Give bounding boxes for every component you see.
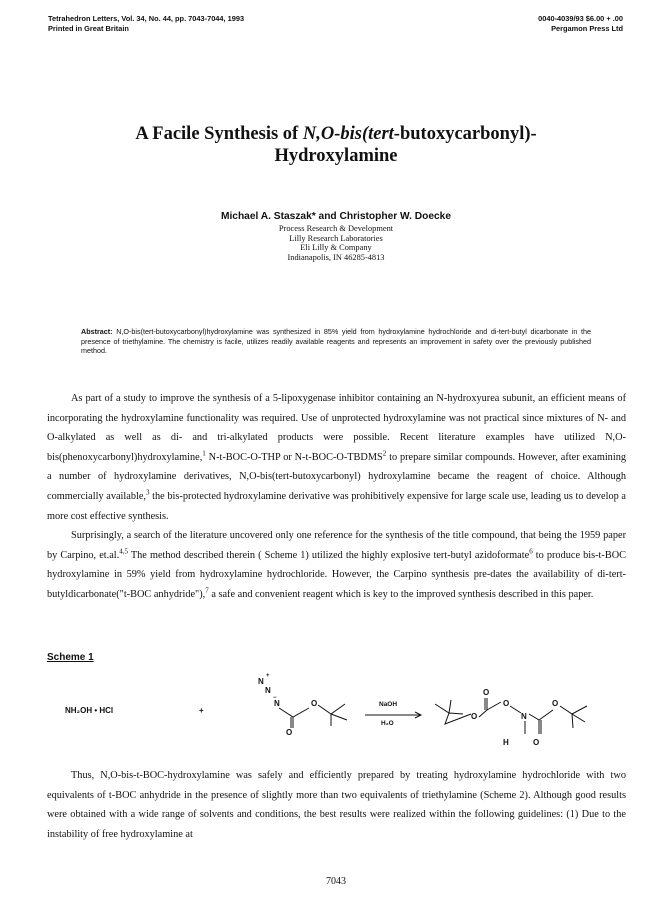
p2-text-b: The method described therein ( Scheme 1) utilized the highly explosive tert-butyl azidoformate	[127, 549, 530, 561]
ref-1: 1	[202, 449, 206, 458]
journal-header	[48, 14, 244, 33]
paragraph-3-block	[47, 766, 626, 844]
product-carbonyl-o-bottom: O	[533, 738, 540, 747]
reagent-naoh: NaOH	[379, 701, 398, 708]
title-part-c: -butoxycarbonyl)-	[393, 124, 537, 144]
product-link-oxygen: O	[503, 699, 510, 708]
p1-text-d: the bis-protected hydroxylamine derivative was prohibitively expensive for large scale use, leading us to develop a more cost effective synthesis.	[47, 490, 626, 522]
p1-text-c: to prepare similar compounds. However, after examining a number of hydroxylamine derivatives, N,O-bis(tert-butoxycarbonyl) hydroxylamine became the reagent of choice. Although commercially available,	[47, 451, 626, 502]
p2-text-c: to produce bis-t-BOC hydroxylamine in 59% yield from hydroxylamine hydrochloride. However, the Carpino synthesis pre-dates the availability of di-tert-butyldicarbonate("t-BOC anhydride"),	[47, 549, 626, 600]
p1-text-a: As part of a study to improve the synthesis of a 5-lipoxygenase inhibitor containing an N-hydroxyurea subunit, an efficient means of incorporating the hydroxylamine functionality was required. Use of unprotected hydroxylamine was not practical since mixtures of N- and O-alkylated as well as di- and tri-alkylated products were possible. Recent literature examples have utilized N,O-bis(phenoxycarbonyl)hydroxylamine,	[47, 393, 626, 463]
abstract-text: N,O-bis(tert-butoxycarbonyl)hydroxylamine was synthesized in 85% yield from hydroxylamine hydrochloride and di-tert-butyl dicarbonate in the presence of triethylamine. The chemistry is facile, utilizes readily available reagents and represents an improvement in safety over the previously published method.	[81, 327, 591, 356]
affiliation-city: Indianapolis, IN 46285-4813	[287, 252, 385, 262]
abstract	[81, 327, 591, 356]
product-nitrogen: N	[521, 712, 527, 721]
ref-2: 2	[382, 449, 387, 458]
reaction-scheme	[47, 668, 627, 760]
paragraph-3: Thus, N,O-bis-t-BOC-hydroxylamine was safely and efficiently prepared by treating hydroxylamine hydrochloride with two equivalents of t-BOC anhydride in the presence of slightly more than two equivalents of triethylamine (Scheme 2). Although good results were obtained with a wide range of solvents and conditions, the best results were realized within the following guidelines: (1) Due to the instability of free hydroxylamine at	[47, 770, 626, 840]
paragraph-2	[47, 526, 626, 604]
carbonyl-oxygen: O	[286, 728, 293, 737]
affiliation-company: Eli Lilly & Company	[300, 243, 372, 253]
product-ester-o-right: O	[552, 699, 559, 708]
p2-text-a: Surprisingly, a search of the literature uncovered only one reference for the synthesis of the title compound, that being the 1959 paper by Carpino, et.al.	[47, 530, 626, 561]
p2-text-d: a safe and convenient reagent which is key to the improved synthesis described in this paper.	[208, 588, 594, 600]
plus-sign: +	[199, 706, 204, 715]
affiliation-dept: Process Research & Development	[278, 224, 394, 233]
azide-n2: N	[265, 686, 271, 695]
ref-3: 3	[146, 488, 150, 497]
ref-4-5: 4,5	[119, 547, 128, 556]
title-part-a: A Facile Synthesis of	[135, 124, 303, 144]
reagent-water: H₂O	[381, 720, 394, 727]
reactant-hydroxylamine-hcl: NH₂OH • HCl	[65, 706, 114, 715]
paragraph-1	[47, 389, 626, 526]
azide-n1: N	[258, 677, 264, 686]
azide-minus-charge: −	[273, 695, 277, 701]
publisher-name: Pergamon Press Ltd	[551, 23, 623, 33]
body-paragraphs	[47, 389, 626, 605]
publisher-header	[538, 14, 623, 33]
issn-price: 0040-4039/93 $6.00 + .00	[538, 14, 623, 23]
affiliation	[60, 224, 612, 262]
reaction-arrow	[365, 712, 421, 718]
paper-title	[60, 123, 612, 167]
azide-n3: N	[274, 699, 280, 708]
page-number: 7043	[326, 876, 346, 887]
p1-text-b: N-t-BOC-O-THP or N-t-BOC-O-TBDMS	[205, 451, 383, 463]
abstract-label: Abstract:	[81, 327, 113, 336]
ester-oxygen: O	[311, 699, 318, 708]
azide-plus-charge: +	[266, 673, 270, 679]
ref-7: 7	[205, 586, 209, 595]
scheme-label: Scheme 1	[47, 652, 94, 663]
author-list: Michael A. Staszak* and Christopher W. Doecke	[220, 211, 452, 222]
title-part-b: N,O-bis(tert	[302, 124, 394, 144]
product-carbonyl-o-top: O	[483, 688, 490, 697]
title-line-2: Hydroxylamine	[274, 146, 398, 166]
product-bonds	[435, 698, 587, 734]
affiliation-lab: Lilly Research Laboratories	[289, 233, 383, 243]
product-ester-o-left: O	[471, 712, 478, 721]
printed-in: Printed in Great Britain	[48, 23, 129, 33]
journal-citation: Tetrahedron Letters, Vol. 34, No. 44, pp. 7043-7044, 1993	[48, 14, 245, 23]
product-hydrogen: H	[503, 738, 509, 747]
ref-6: 6	[529, 547, 533, 556]
